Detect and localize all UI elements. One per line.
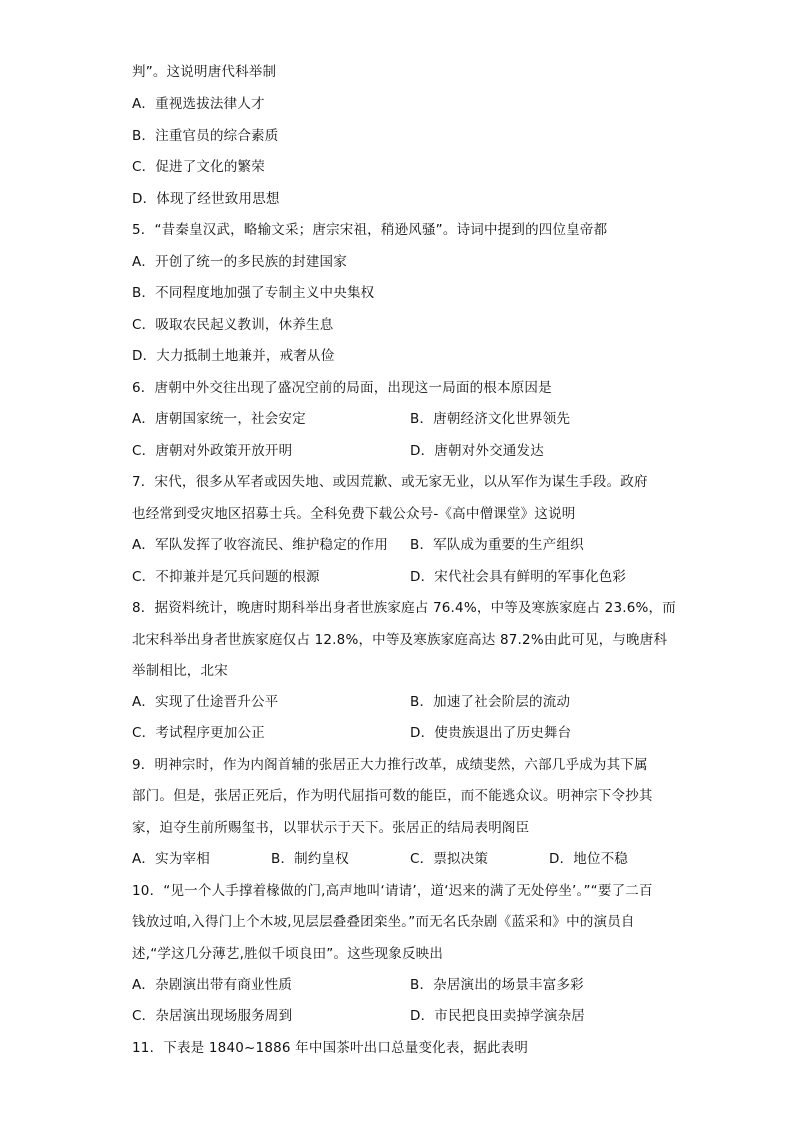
q9-options bbox=[132, 849, 676, 869]
q5-option-a: A．开创了统一的多民族的封建国家 bbox=[132, 254, 347, 270]
q7-option-d: D．宋代社会具有鲜明的军事化色彩 bbox=[410, 569, 627, 585]
q4-option-a: A．重视选拔法律人才 bbox=[132, 96, 265, 112]
q7-option-b: B．军队成为重要的生产组织 bbox=[410, 537, 584, 553]
q6-options-cd bbox=[132, 441, 676, 461]
q10-stem-line1: 10．“见一个人手撑着椽做的门,高声地叫‘请请’，道‘迟来的满了无处停坐’。”“要了二百 bbox=[132, 883, 653, 899]
q6-stem: 6．唐朝中外交往出现了盛况空前的局面，出现这一局面的根本原因是 bbox=[132, 380, 552, 396]
q8-stem-line3: 举制相比，北宋 bbox=[132, 663, 228, 679]
q4-option-d: D．体现了经世致用思想 bbox=[132, 191, 280, 207]
q4-option-c: C．促进了文化的繁荣 bbox=[132, 159, 265, 175]
q6-option-b: B．唐朝经济文化世界领先 bbox=[410, 411, 571, 427]
q8-option-c: C．考试程序更加公正 bbox=[132, 725, 265, 741]
q7-stem-line2: 也经常到受灾地区招募士兵。全科免费下载公众号-《高中僧课堂》这说明 bbox=[132, 506, 576, 522]
q5-option-c: C．吸取农民起义教训，休养生息 bbox=[132, 317, 334, 333]
q7-option-c: C．不抑兼并是冗兵问题的根源 bbox=[132, 569, 320, 585]
q10-option-a: A．杂剧演出带有商业性质 bbox=[132, 977, 293, 993]
q9-option-b: B．制约皇权 bbox=[271, 851, 349, 867]
q8-options-cd bbox=[132, 723, 676, 743]
q8-option-d: D．使贵族退出了历史舞台 bbox=[410, 725, 572, 741]
q9-option-c: C．票拟决策 bbox=[410, 851, 489, 867]
q9-stem-line2: 部门。但是，张居正死后，作为明代屈指可数的能臣，而不能逃众议。明神宗下令抄其 bbox=[132, 788, 653, 804]
q10-options-cd bbox=[132, 1006, 676, 1026]
q10-stem-line3: 述,“学这几分薄艺,胜似千顷良田”。这些现象反映出 bbox=[132, 946, 444, 962]
q10-option-b: B．杂居演出的场景丰富多彩 bbox=[410, 977, 584, 993]
q10-option-c: C．杂居演出现场服务周到 bbox=[132, 1008, 293, 1024]
q10-options-ab bbox=[132, 975, 676, 995]
q7-options-ab bbox=[132, 535, 676, 555]
q9-option-a: A．实为宰相 bbox=[132, 851, 210, 867]
q6-option-d: D．唐朝对外交通发达 bbox=[410, 443, 544, 459]
q6-options-ab bbox=[132, 409, 676, 429]
q8-stem-line2: 北宋科举出身者世族家庭仅占 12.8%，中等及寒族家庭高达 87.2%由此可见，与晚唐科 bbox=[132, 632, 668, 648]
q5-option-b: B．不同程度地加强了专制主义中央集权 bbox=[132, 285, 375, 301]
q9-stem-line1: 9．明神宗时，作为内阁首辅的张居正大力推行改革，成绩斐然，六部几乎成为其下属 bbox=[132, 757, 648, 773]
q8-option-b: B．加速了社会阶层的流动 bbox=[410, 694, 571, 710]
q8-options-ab bbox=[132, 692, 676, 712]
q5-option-d: D．大力抵制土地兼并，戒奢从俭 bbox=[132, 348, 335, 364]
q8-stem-line1: 8．据资料统计，晚唐时期科举出身者世族家庭占 76.4%，中等及寒族家庭占 23.6%，而 bbox=[132, 600, 676, 616]
q6-option-c: C．唐朝对外政策开放开明 bbox=[132, 443, 293, 459]
q10-option-d: D．市民把良田卖掉学演杂居 bbox=[410, 1008, 585, 1024]
q8-option-a: A．实现了仕途晋升公平 bbox=[132, 694, 279, 710]
q11-stem: 11．下表是 1840~1886 年中国茶叶出口总量变化表，据此表明 bbox=[132, 1040, 529, 1056]
q7-stem-line1: 7．宋代，很多从军者或因失地、或因荒歉、或无家无业，以从军作为谋生手段。政府 bbox=[132, 474, 648, 490]
q4-stem-continuation: 判”。这说明唐代科举制 bbox=[132, 64, 277, 80]
q7-options-cd bbox=[132, 567, 676, 587]
q5-stem: 5．“昔秦皇汉武，略输文采；唐宗宋祖，稍逊风骚”。诗词中提到的四位皇帝都 bbox=[132, 222, 608, 238]
q7-option-a: A．军队发挥了收容流民、维护稳定的作用 bbox=[132, 537, 389, 553]
q6-option-a: A．唐朝国家统一，社会安定 bbox=[132, 411, 306, 427]
q4-option-b: B．注重官员的综合素质 bbox=[132, 128, 279, 144]
q9-option-d: D．地位不稳 bbox=[549, 851, 629, 867]
q9-stem-line3: 家，迫夺生前所赐玺书，以罪状示于天下。张居正的结局表明阁臣 bbox=[132, 820, 530, 836]
q10-stem-line2: 钱放过咱,入得门上个木坡,见层层叠叠团栾坐。”而无名氏杂剧《蓝采和》中的演员自 bbox=[132, 914, 635, 930]
